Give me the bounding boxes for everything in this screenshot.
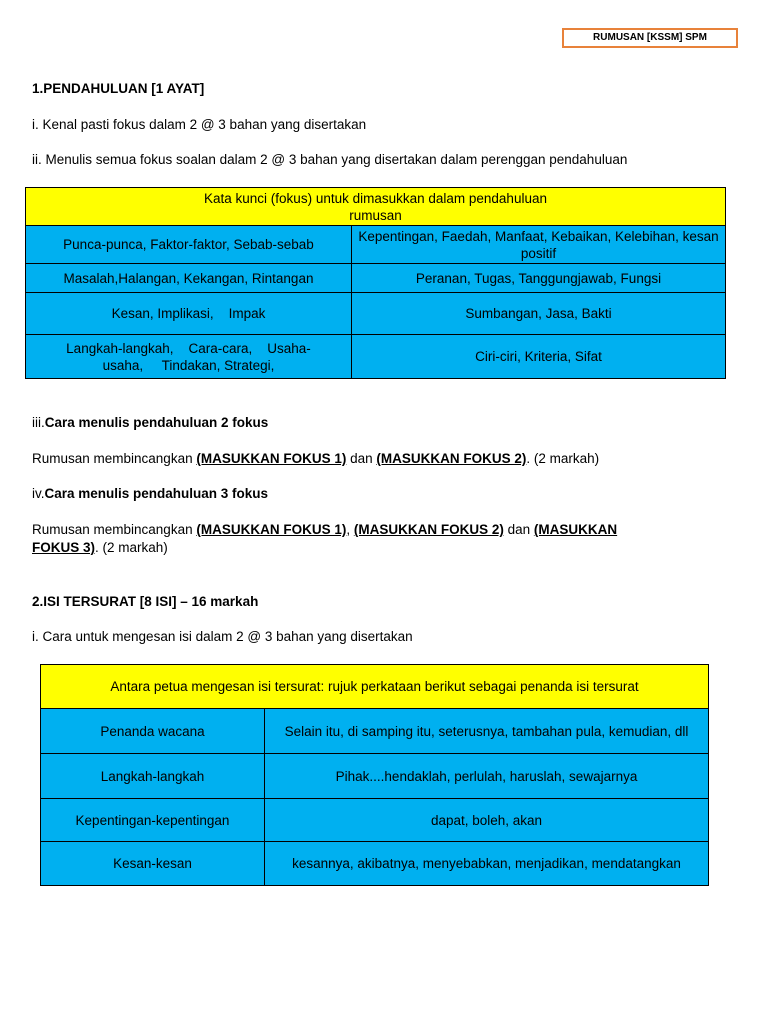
section1-point-ii: ii. Menulis semua fokus soalan dalam 2 @ 3 bahan yang disertakan dalam perenggan pendahuluan [32,152,628,167]
section2-point-i: i. Cara untuk mengesan isi dalam 2 @ 3 bahan yang disertakan [32,629,413,644]
section1-point-iii [32,415,268,430]
example-3-fokus-line1 [32,522,617,537]
ex2-dan: dan [346,451,377,466]
table-cell: Penanda wacana [41,709,265,754]
point-iv-title: Cara menulis pendahuluan 3 fokus [44,486,269,501]
table-cell: Selain itu, di samping itu, seterusnya, tambahan pula, kemudian, dll [265,709,709,754]
table-cell: Peranan, Tugas, Tanggungjawab, Fungsi [352,264,726,293]
point-iii-title: Cara menulis pendahuluan 2 fokus [44,415,269,430]
focus-keywords-table [25,187,726,379]
ex2-tail: . (2 markah) [526,451,600,466]
ex3-tail: . (2 markah) [95,540,168,555]
section1-heading: 1.PENDAHULUAN [1 AYAT] [32,81,205,96]
focus-table-header-line1: Kata kunci (fokus) untuk dimasukkan dalam pendahuluan [204,190,547,206]
point-iv-prefix: iv. [32,486,45,501]
ex3-fokus2: (MASUKKAN FOKUS 2) [353,522,504,537]
table-cell: Masalah,Halangan, Kekangan, Rintangan [26,264,352,293]
ex3-comma: , [346,522,354,537]
ex3-dan: dan [503,522,534,537]
ex3-fokus3-a: (MASUKKAN [533,522,618,537]
example-3-fokus-line2 [32,540,168,555]
isi-tersurat-table [40,664,709,886]
table-cell: kesannya, akibatnya, menyebabkan, menjadikan, mendatangkan [265,842,709,886]
ex3-lead: Rumusan membincangkan [32,522,197,537]
isi-table-header: Antara petua mengesan isi tersurat: rujuk perkataan berikut sebagai penanda isi tersurat [41,665,709,709]
table-cell: Langkah-langkah [41,754,265,799]
table-cell: Kepentingan-kepentingan [41,799,265,842]
ex3-fokus1: (MASUKKAN FOKUS 1) [196,522,347,537]
example-2-fokus [32,451,599,466]
ex2-lead: Rumusan membincangkan [32,451,197,466]
ex2-fokus1: (MASUKKAN FOKUS 1) [196,451,347,466]
focus-table-header [26,188,726,226]
table-cell: dapat, boleh, akan [265,799,709,842]
table-cell: Ciri-ciri, Kriteria, Sifat [352,335,726,379]
table-cell: Langkah-langkah, Cara-cara, Usaha-usaha, Tindakan, Strategi, [26,335,352,379]
table-cell: Pihak....hendaklah, perlulah, haruslah, sewajarnya [265,754,709,799]
table-cell: Kesan-kesan [41,842,265,886]
section2-heading: 2.ISI TERSURAT [8 ISI] – 16 markah [32,594,259,609]
ex2-fokus2: (MASUKKAN FOKUS 2) [376,451,527,466]
focus-table-header-line2: rumusan [349,207,402,223]
header-badge: RUMUSAN [KSSM] SPM [562,28,738,48]
table-cell: Sumbangan, Jasa, Bakti [352,293,726,335]
section1-point-iv [32,486,268,501]
ex3-fokus3-b: FOKUS 3) [32,540,96,555]
section1-point-i: i. Kenal pasti fokus dalam 2 @ 3 bahan yang disertakan [32,117,367,132]
table-cell: Punca-punca, Faktor-faktor, Sebab-sebab [26,226,352,264]
table-cell: Kepentingan, Faedah, Manfaat, Kebaikan, Kelebihan, kesan positif [352,226,726,264]
point-iii-prefix: iii. [32,415,45,430]
table-cell: Kesan, Implikasi, Impak [26,293,352,335]
